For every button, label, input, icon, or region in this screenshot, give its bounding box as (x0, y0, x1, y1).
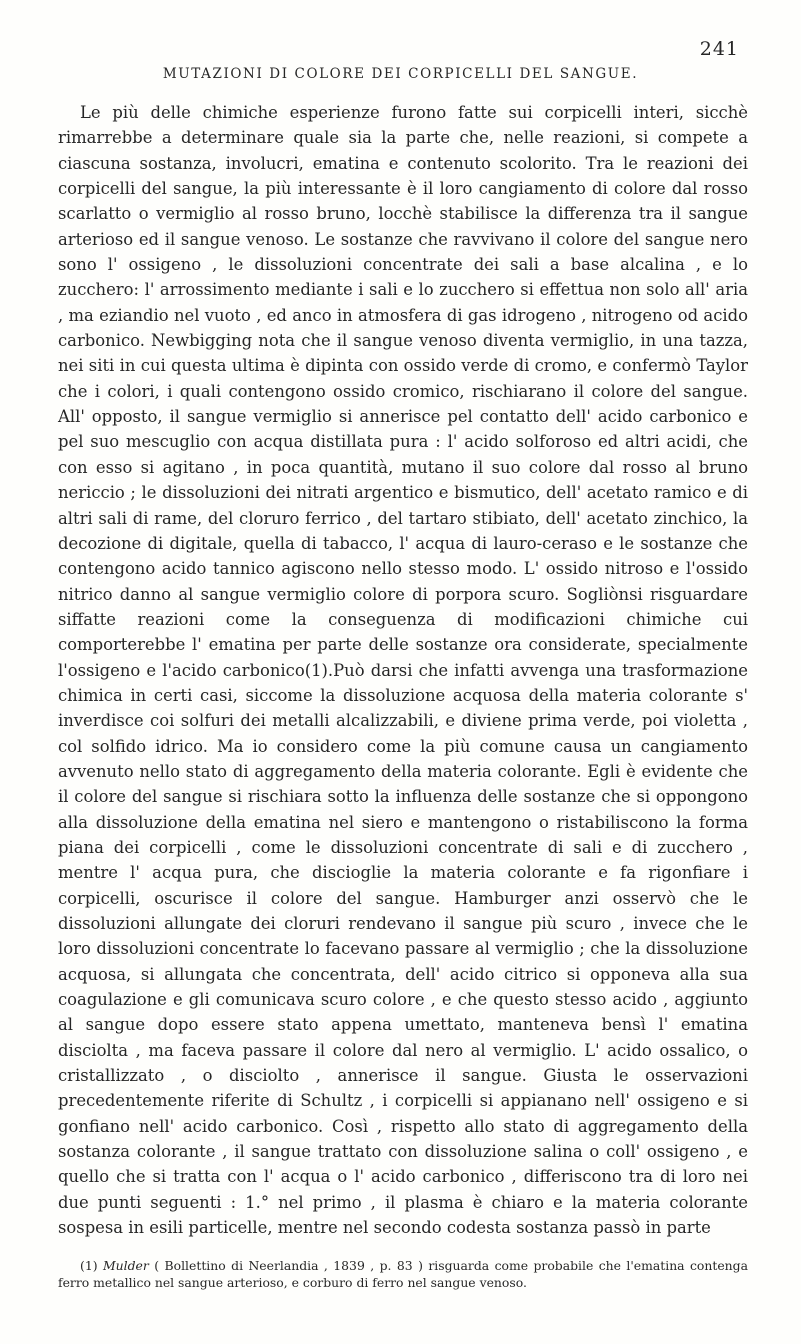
footnote-text: ( Bollettino di Neerlandia , 1839 , p. 83 ) risguarda come probabile che l'ematina contenga ferro metallico nel sangue arterioso, e corburo di ferro nel sangue venoso. (58, 1258, 748, 1290)
running-head: MUTAZIONI DI COLORE DEI CORPICELLI DEL SANGUE. (162, 66, 639, 82)
footnote-author: Mulder (103, 1258, 149, 1273)
footnote (58, 1258, 748, 1291)
page-number: 241 (699, 38, 739, 60)
body-paragraph: Le più delle chimiche esperienze furono fatte sui corpicelli interi, sicchè rimarrebbe a determinare quale sia la parte che, nelle reazioni, si compete a ciascuna sostanza, involucri, ematina e contenuto scolorito. Tra le reazioni dei corpicelli del sangue, la più interessante è il loro cangiamento di colore dal rosso scarlatto o vermiglio al rosso bruno, locchè stabilisce la differenza tra il sangue arterioso ed il sangue venoso. Le sostanze che ravvivano il colore del sangue nero sono l' ossigeno , le dissoluzioni concentrate dei sali a base alcalina , e lo zucchero: l' arrossimento mediante i sali e lo zucchero si effettua non solo all' aria , ma eziandio nel vuoto , ed anco in atmosfera di gas idrogeno , nitrogeno od acido carbonico. Newbigging nota che il sangue venoso diventa vermiglio, in una tazza, nei siti in cui questa ultima è dipinta con ossido verde di cromo, e confermò Taylor che i colori, i quali contengono ossido cromico, rischiarano il colore del sangue. All' opposto, il sangue vermiglio si annerisce pel contatto dell' acido carbonico e pel suo mescuglio con acqua distillata pura : l' acido solforoso ed altri acidi, che con esso si agitano , in poca quantità, mutano il suo colore dal rosso al bruno nericcio ; le dissoluzioni dei nitrati argentico e bismutico, dell' acetato ramico e di altri sali di rame, del cloruro ferrico , del tartaro stibiato, dell' acetato zinchico, la decozione di digitale, quella di tabacco, l' acqua di lauro-ceraso e le sostanze che contengono acido tannico agiscono nello stesso modo. L' ossido nitroso e l'ossido nitrico danno al sangue vermiglio colore di porpora scuro. Sogliònsi risguardare siffatte reazioni come la conseguenza di modificazioni chimiche cui comporterebbe l' ematina per parte delle sostanze ora considerate, specialmente l'ossigeno e l'acido carbonico(1).Può darsi che infatti avvenga una trasformazione chimica in certi casi, siccome la dissoluzione acquosa della materia colorante s' inverdisce coi solfuri dei metalli alcalizzabili, e diviene prima verde, poi violetta , col solfido idrico. Ma io considero come la più comune causa un cangiamento avvenuto nello stato di aggregamento della materia colorante. Egli è evidente che il colore del sangue si rischiara sotto la influenza delle sostanze che si oppongono alla dissoluzione della ematina nel siero e mantengono o ristabiliscono la forma piana dei corpicelli , come le dissoluzioni concentrate di sali e di zucchero , mentre l' acqua pura, che discioglie la materia colorante e fa rigonfiare i corpicelli, oscurisce il colore del sangue. Hamburger anzi osservò che le dissoluzioni allungate dei cloruri rendevano il sangue più scuro , invece che le loro dissoluzioni concentrate lo facevano passare al vermiglio ; che la dissoluzione acquosa, si allungata che concentrata, dell' acido citrico si opponeva alla sua coagulazione e gli comunicava scuro colore , e che questo stesso acido , aggiunto al sangue dopo essere stato appena umettato, manteneva bensì l' ematina disciolta , ma faceva passare il colore dal nero al vermiglio. L' acido ossalico, o cristallizzato , o disciolto , annerisce il sangue. Giusta le osservazioni precedentemente riferite di Schultz , i corpicelli si appianano nell' ossigeno e si gonfiano nell' acido carbonico. Così , rispetto allo stato di aggregamento della sostanza colorante , il sangue trattato con dissoluzione salina o coll' ossigeno , e quello che si tratta con l' acqua o l' acido carbonico , differiscono tra di loro nei due punti seguenti : 1.° nel primo , il plasma è chiaro e la materia colorante sospesa in esili particelle, mentre nel secondo codesta sostanza passò in parte (58, 103, 748, 1238)
footnote-marker: (1) (80, 1258, 98, 1273)
